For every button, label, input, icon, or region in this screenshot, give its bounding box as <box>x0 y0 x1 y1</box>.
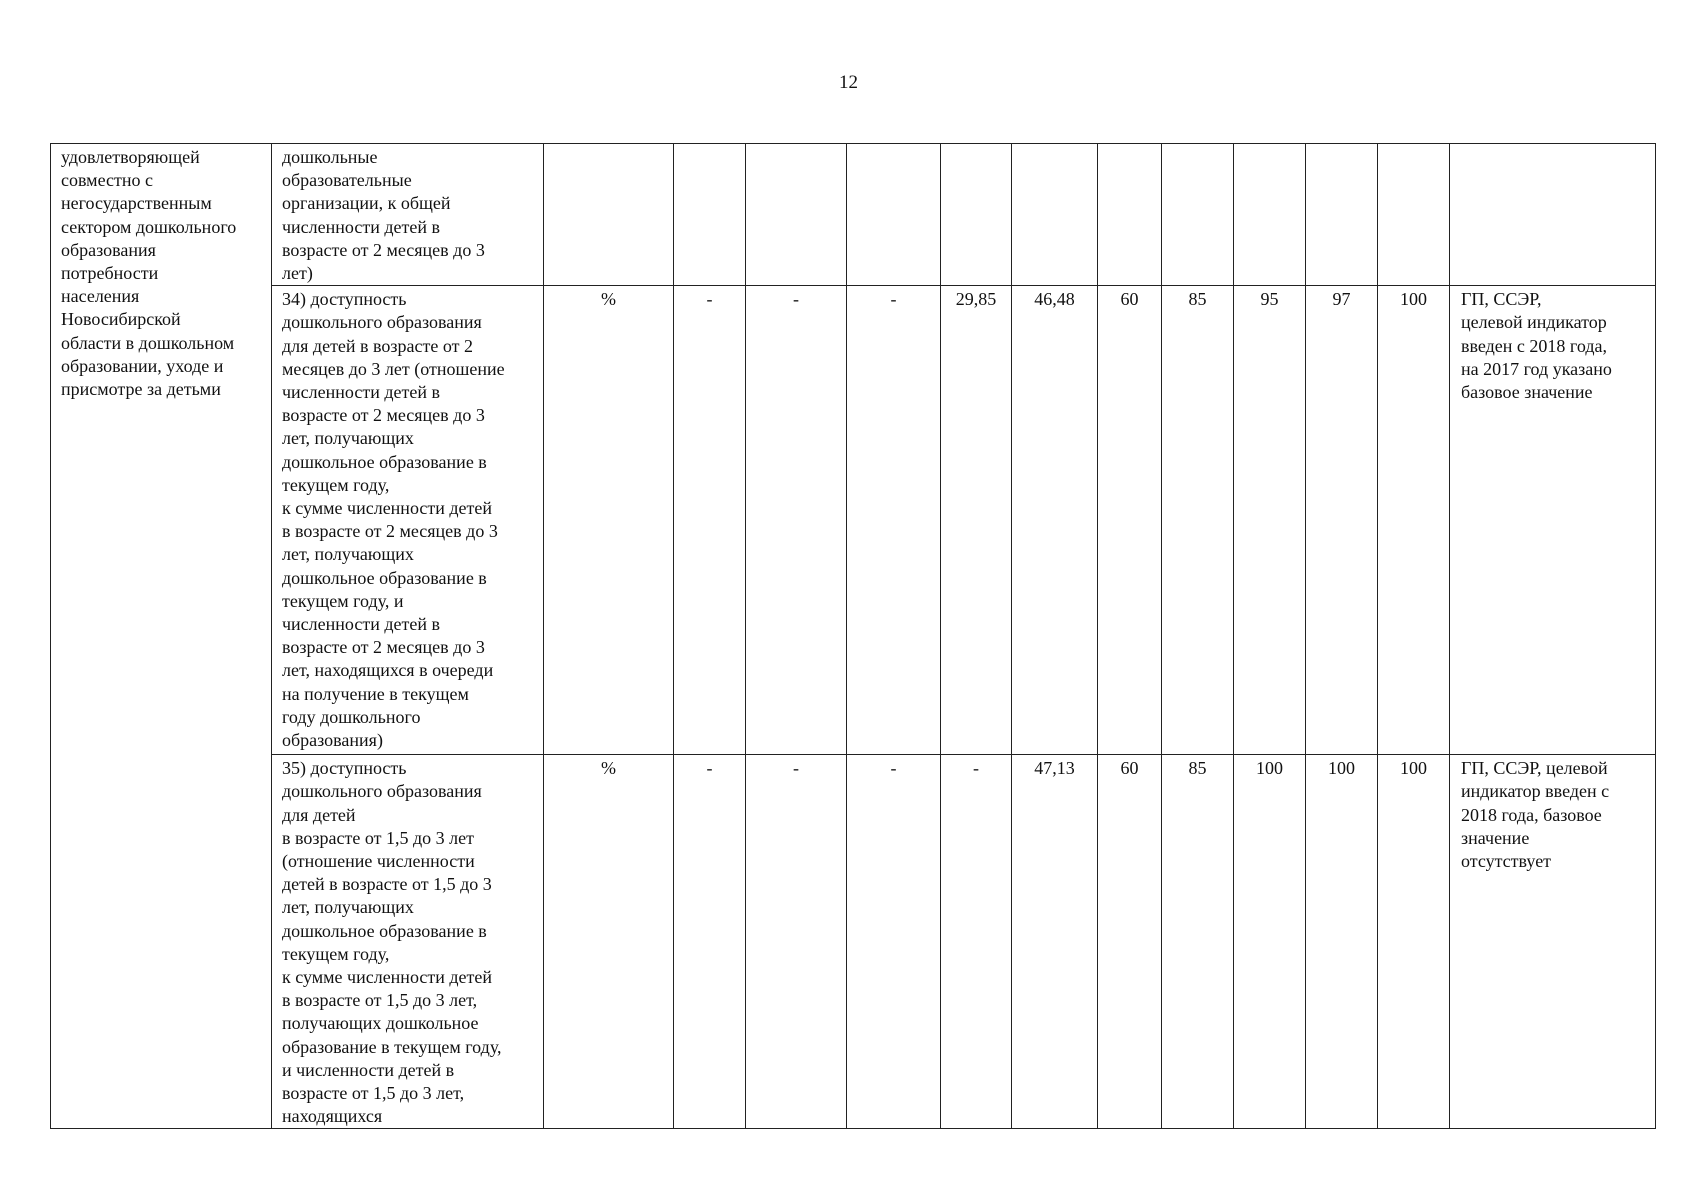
value-cell: 100 <box>1306 755 1378 1129</box>
text-line: возрасте от 1,5 до 3 лет, <box>282 1083 465 1104</box>
unit-cell <box>544 144 674 286</box>
text-line: 34) доступность <box>282 289 407 310</box>
value-cell <box>1234 144 1306 286</box>
indicator-text <box>282 146 533 285</box>
indicator-cell <box>272 755 544 1129</box>
text-line: году дошкольного <box>282 706 421 727</box>
value-cell: 100 <box>1378 755 1450 1129</box>
text-line: дошкольные <box>282 147 378 167</box>
value-cell: - <box>941 755 1012 1129</box>
value-cell: 95 <box>1234 286 1306 755</box>
value-cell: 97 <box>1306 286 1378 755</box>
unit-cell: % <box>544 755 674 1129</box>
value-cell <box>1162 144 1234 286</box>
value-cell: - <box>746 755 847 1129</box>
text-line: для детей в возрасте от 2 <box>282 335 474 356</box>
indicator-table <box>50 143 1656 1129</box>
value-cell: 100 <box>1378 286 1450 755</box>
note-cell <box>1450 286 1656 755</box>
text-line: дошкольного образования <box>282 781 482 802</box>
text-line: текущем году, <box>282 474 390 495</box>
text-line: лет, находящихся в очереди <box>282 660 494 681</box>
text-line: образование в текущем году, <box>282 1036 502 1057</box>
value-cell <box>1012 144 1098 286</box>
text-line: значение <box>1461 827 1530 848</box>
value-cell: - <box>847 755 941 1129</box>
value-cell <box>674 144 746 286</box>
text-line: возрасте от 2 месяцев до 3 <box>282 239 485 260</box>
text-line: (отношение численности <box>282 851 475 872</box>
value-cell <box>1378 144 1450 286</box>
value-cell: 29,85 <box>941 286 1012 755</box>
text-line: в возрасте от 1,5 до 3 лет <box>282 827 474 848</box>
value-cell <box>941 144 1012 286</box>
text-line: введен с 2018 года, <box>1461 335 1607 356</box>
note-text <box>1461 288 1649 404</box>
goal-text <box>61 146 265 401</box>
text-line: в возрасте от 2 месяцев до 3 <box>282 521 498 542</box>
text-line: лет, получающих <box>282 428 414 449</box>
text-line: возрасте от 2 месяцев до 3 <box>282 405 485 426</box>
text-line: и численности детей в <box>282 1059 455 1080</box>
value-cell: - <box>847 286 941 755</box>
text-line: присмотре за детьми <box>61 379 221 400</box>
text-line: лет, получающих <box>282 544 414 565</box>
text-line: на 2017 год указано <box>1461 358 1612 379</box>
text-line: численности детей в <box>282 382 440 403</box>
text-line: организации, к общей <box>282 193 451 214</box>
note-cell <box>1450 755 1656 1129</box>
text-line: ГП, ССЭР, <box>1461 289 1542 310</box>
text-line: негосударственным <box>61 193 212 214</box>
value-cell: - <box>674 286 746 755</box>
text-line: отсутствует <box>1461 851 1552 872</box>
text-line: совместно с <box>61 170 153 191</box>
text-line: численности детей в <box>282 614 440 635</box>
text-line: в возрасте от 1,5 до 3 лет, <box>282 990 478 1011</box>
indicator-cell <box>272 286 544 755</box>
text-line: к сумме численности детей <box>282 498 493 519</box>
table-row <box>51 755 1656 1129</box>
table-row <box>51 144 1656 286</box>
value-cell: 60 <box>1098 286 1162 755</box>
text-line: образования <box>61 239 156 260</box>
text-line: для детей <box>282 804 356 825</box>
text-line: численности детей в <box>282 216 440 237</box>
text-line: лет) <box>282 263 313 284</box>
goal-cell <box>51 144 272 1129</box>
text-line: дошкольное образование в <box>282 920 487 941</box>
text-line: индикатор введен с <box>1461 781 1610 802</box>
value-cell: 46,48 <box>1012 286 1098 755</box>
note-text <box>1461 757 1649 873</box>
text-line: образовании, уходе и <box>61 355 224 376</box>
text-line: области в дошкольном <box>61 332 235 353</box>
unit-cell: % <box>544 286 674 755</box>
text-line: образования) <box>282 730 383 751</box>
text-line: месяцев до 3 лет (отношение <box>282 358 505 379</box>
text-line: лет, получающих <box>282 897 414 918</box>
text-line: 2018 года, базовое <box>1461 804 1602 825</box>
value-cell: 60 <box>1098 755 1162 1129</box>
value-cell: 47,13 <box>1012 755 1098 1129</box>
value-cell: - <box>674 755 746 1129</box>
text-line: к сумме численности детей <box>282 967 493 988</box>
text-line: текущем году, и <box>282 590 404 611</box>
note-cell <box>1450 144 1656 286</box>
text-line: 35) доступность <box>282 758 407 779</box>
value-cell <box>746 144 847 286</box>
value-cell: - <box>746 286 847 755</box>
table-row <box>51 286 1656 755</box>
text-line: текущем году, <box>282 943 390 964</box>
text-line: получающих дошкольное <box>282 1013 479 1034</box>
value-cell: 100 <box>1234 755 1306 1129</box>
value-cell <box>1306 144 1378 286</box>
text-line: детей в возрасте от 1,5 до 3 <box>282 874 492 895</box>
value-cell: 85 <box>1162 755 1234 1129</box>
text-line: на получение в текущем <box>282 683 469 704</box>
text-line: сектором дошкольного <box>61 216 237 237</box>
text-line: Новосибирской <box>61 309 181 330</box>
value-cell <box>1098 144 1162 286</box>
text-line: потребности <box>61 263 159 284</box>
text-line: ГП, ССЭР, целевой <box>1461 758 1608 779</box>
text-line: дошкольного образования <box>282 312 482 333</box>
text-line: возрасте от 2 месяцев до 3 <box>282 637 485 658</box>
text-line: населения <box>61 286 140 307</box>
indicator-text <box>282 757 533 1128</box>
text-line: дошкольное образование в <box>282 451 487 472</box>
text-line: целевой индикатор <box>1461 312 1607 333</box>
value-cell: 85 <box>1162 286 1234 755</box>
indicator-cell <box>272 144 544 286</box>
text-line: удовлетворяющей <box>61 147 200 167</box>
value-cell <box>847 144 941 286</box>
text-line: находящихся <box>282 1106 383 1127</box>
text-line: дошкольное образование в <box>282 567 487 588</box>
page-number: 12 <box>839 72 858 93</box>
indicator-text <box>282 288 533 752</box>
text-line: образовательные <box>282 170 412 191</box>
text-line: базовое значение <box>1461 382 1593 403</box>
